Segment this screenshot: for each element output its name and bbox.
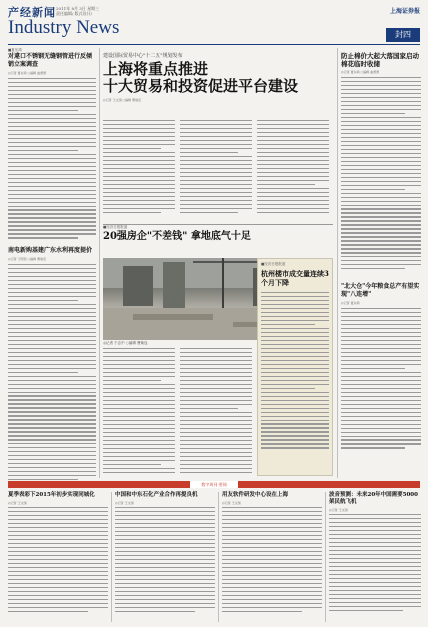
left-body-text-2 (8, 264, 96, 484)
left-headline-2: 南电新购基建广东水利再度提价 (8, 247, 93, 254)
right-byline-2: ◎记者 夏东鸿 (341, 301, 360, 305)
bottom-divider-3 (325, 492, 326, 622)
main-body-col1 (103, 120, 175, 220)
left-kicker: ■夏东鸿 (8, 48, 22, 52)
box-story (257, 258, 333, 476)
header-rule (8, 44, 420, 45)
paper-name: 上海证券报 (389, 8, 420, 15)
right-body-text (341, 77, 421, 277)
bottom-byline-3: ◎记者 王文国 (222, 501, 241, 505)
bottom-headline-1: 夏季表彩下2015年初步实现同城化 (8, 492, 95, 498)
section-title-english: Industry News (8, 17, 120, 38)
bottom-story-3 (222, 492, 322, 622)
bottom-byline-4: ◎记者 王文国 (329, 508, 348, 512)
box-story-headline: 杭州楼市成交量连续3个月下降 (261, 269, 329, 287)
left-byline-2: ◎记者 王明茹 ○编辑 曹焕连 (8, 257, 47, 261)
main-byline: ◎记者 王文国 ○编辑 曹焕连 (103, 98, 142, 102)
main-kicker: 建设国际贸易中心"十二五"规划发布 (103, 53, 183, 59)
photo-caption: ◎记者 于志中 ○编辑 曹焕连 (103, 341, 148, 345)
main-headline-line1: 上海将重点推进 (103, 60, 209, 78)
left-headline: 对違口不锈钢无缝钢管进行反倾销立案调查 (8, 53, 93, 68)
photo-feature-head (103, 224, 333, 256)
left-byline: ◎记者 夏东鸿 ○编辑 曲源源 (8, 71, 47, 75)
main-body-col2 (180, 120, 252, 220)
right-body-text-2 (341, 308, 421, 458)
edition-badge: 封四 (386, 28, 420, 42)
bottom-divider-1 (111, 492, 112, 622)
section-brand: 产经新闻 (8, 6, 56, 19)
photo-body-col1 (103, 348, 175, 476)
left-column (8, 48, 96, 478)
bottom-divider-2 (218, 492, 219, 622)
right-byline: ◎记者 夏东鸿 ○编辑 曲源源 (341, 70, 380, 74)
main-story-head (103, 52, 333, 102)
bottom-body-1 (8, 507, 108, 619)
photo-feature-label: ■经济日报报道 (103, 225, 128, 229)
section-bar-label: 数字周刊·要闻 (190, 481, 238, 488)
bottom-story-1 (8, 492, 108, 622)
column-divider-right (337, 48, 338, 478)
right-headline: 防止棉价大起大落国家启动棉花临时收储 (341, 52, 419, 68)
bottom-body-2 (115, 507, 215, 619)
bottom-headline-2: 中国和中东石化产业合作再提良机 (115, 492, 198, 498)
main-headline-line2: 十大贸易和投资促进平台建设 (103, 77, 299, 95)
box-story-body (261, 292, 329, 472)
bottom-byline-1: ◎记者 王文国 (8, 501, 27, 505)
right-headline-2: "北大仓"今年粮食总产有望实现"八连增" (341, 283, 420, 298)
left-body-text (8, 78, 96, 243)
issue-editors: 责任编辑/ 版式设计/ (56, 11, 92, 16)
photo-feature-headline: 20强房企"不差钱" 拿地底气十足 (103, 231, 251, 242)
column-divider (99, 48, 100, 478)
bottom-headline-4: 波音预测：未来20年中国需要5000架民航飞机 (329, 492, 418, 505)
issue-date: 2011年 8月 3日 星期三 (56, 6, 100, 11)
masthead (8, 4, 420, 42)
bottom-story-4 (329, 492, 421, 622)
bottom-story-2 (115, 492, 215, 622)
right-column (341, 52, 421, 478)
bottom-body-4 (329, 514, 421, 618)
issue-meta (56, 6, 99, 16)
bottom-byline-2: ◎记者 王文国 (115, 501, 134, 505)
main-body-col3 (257, 120, 329, 220)
bottom-body-3 (222, 507, 322, 619)
box-story-label: ■经济日报报道 (261, 262, 286, 266)
photo-body-col2 (180, 348, 252, 476)
bottom-headline-3: 用友软件研发中心设在上海 (222, 492, 289, 498)
